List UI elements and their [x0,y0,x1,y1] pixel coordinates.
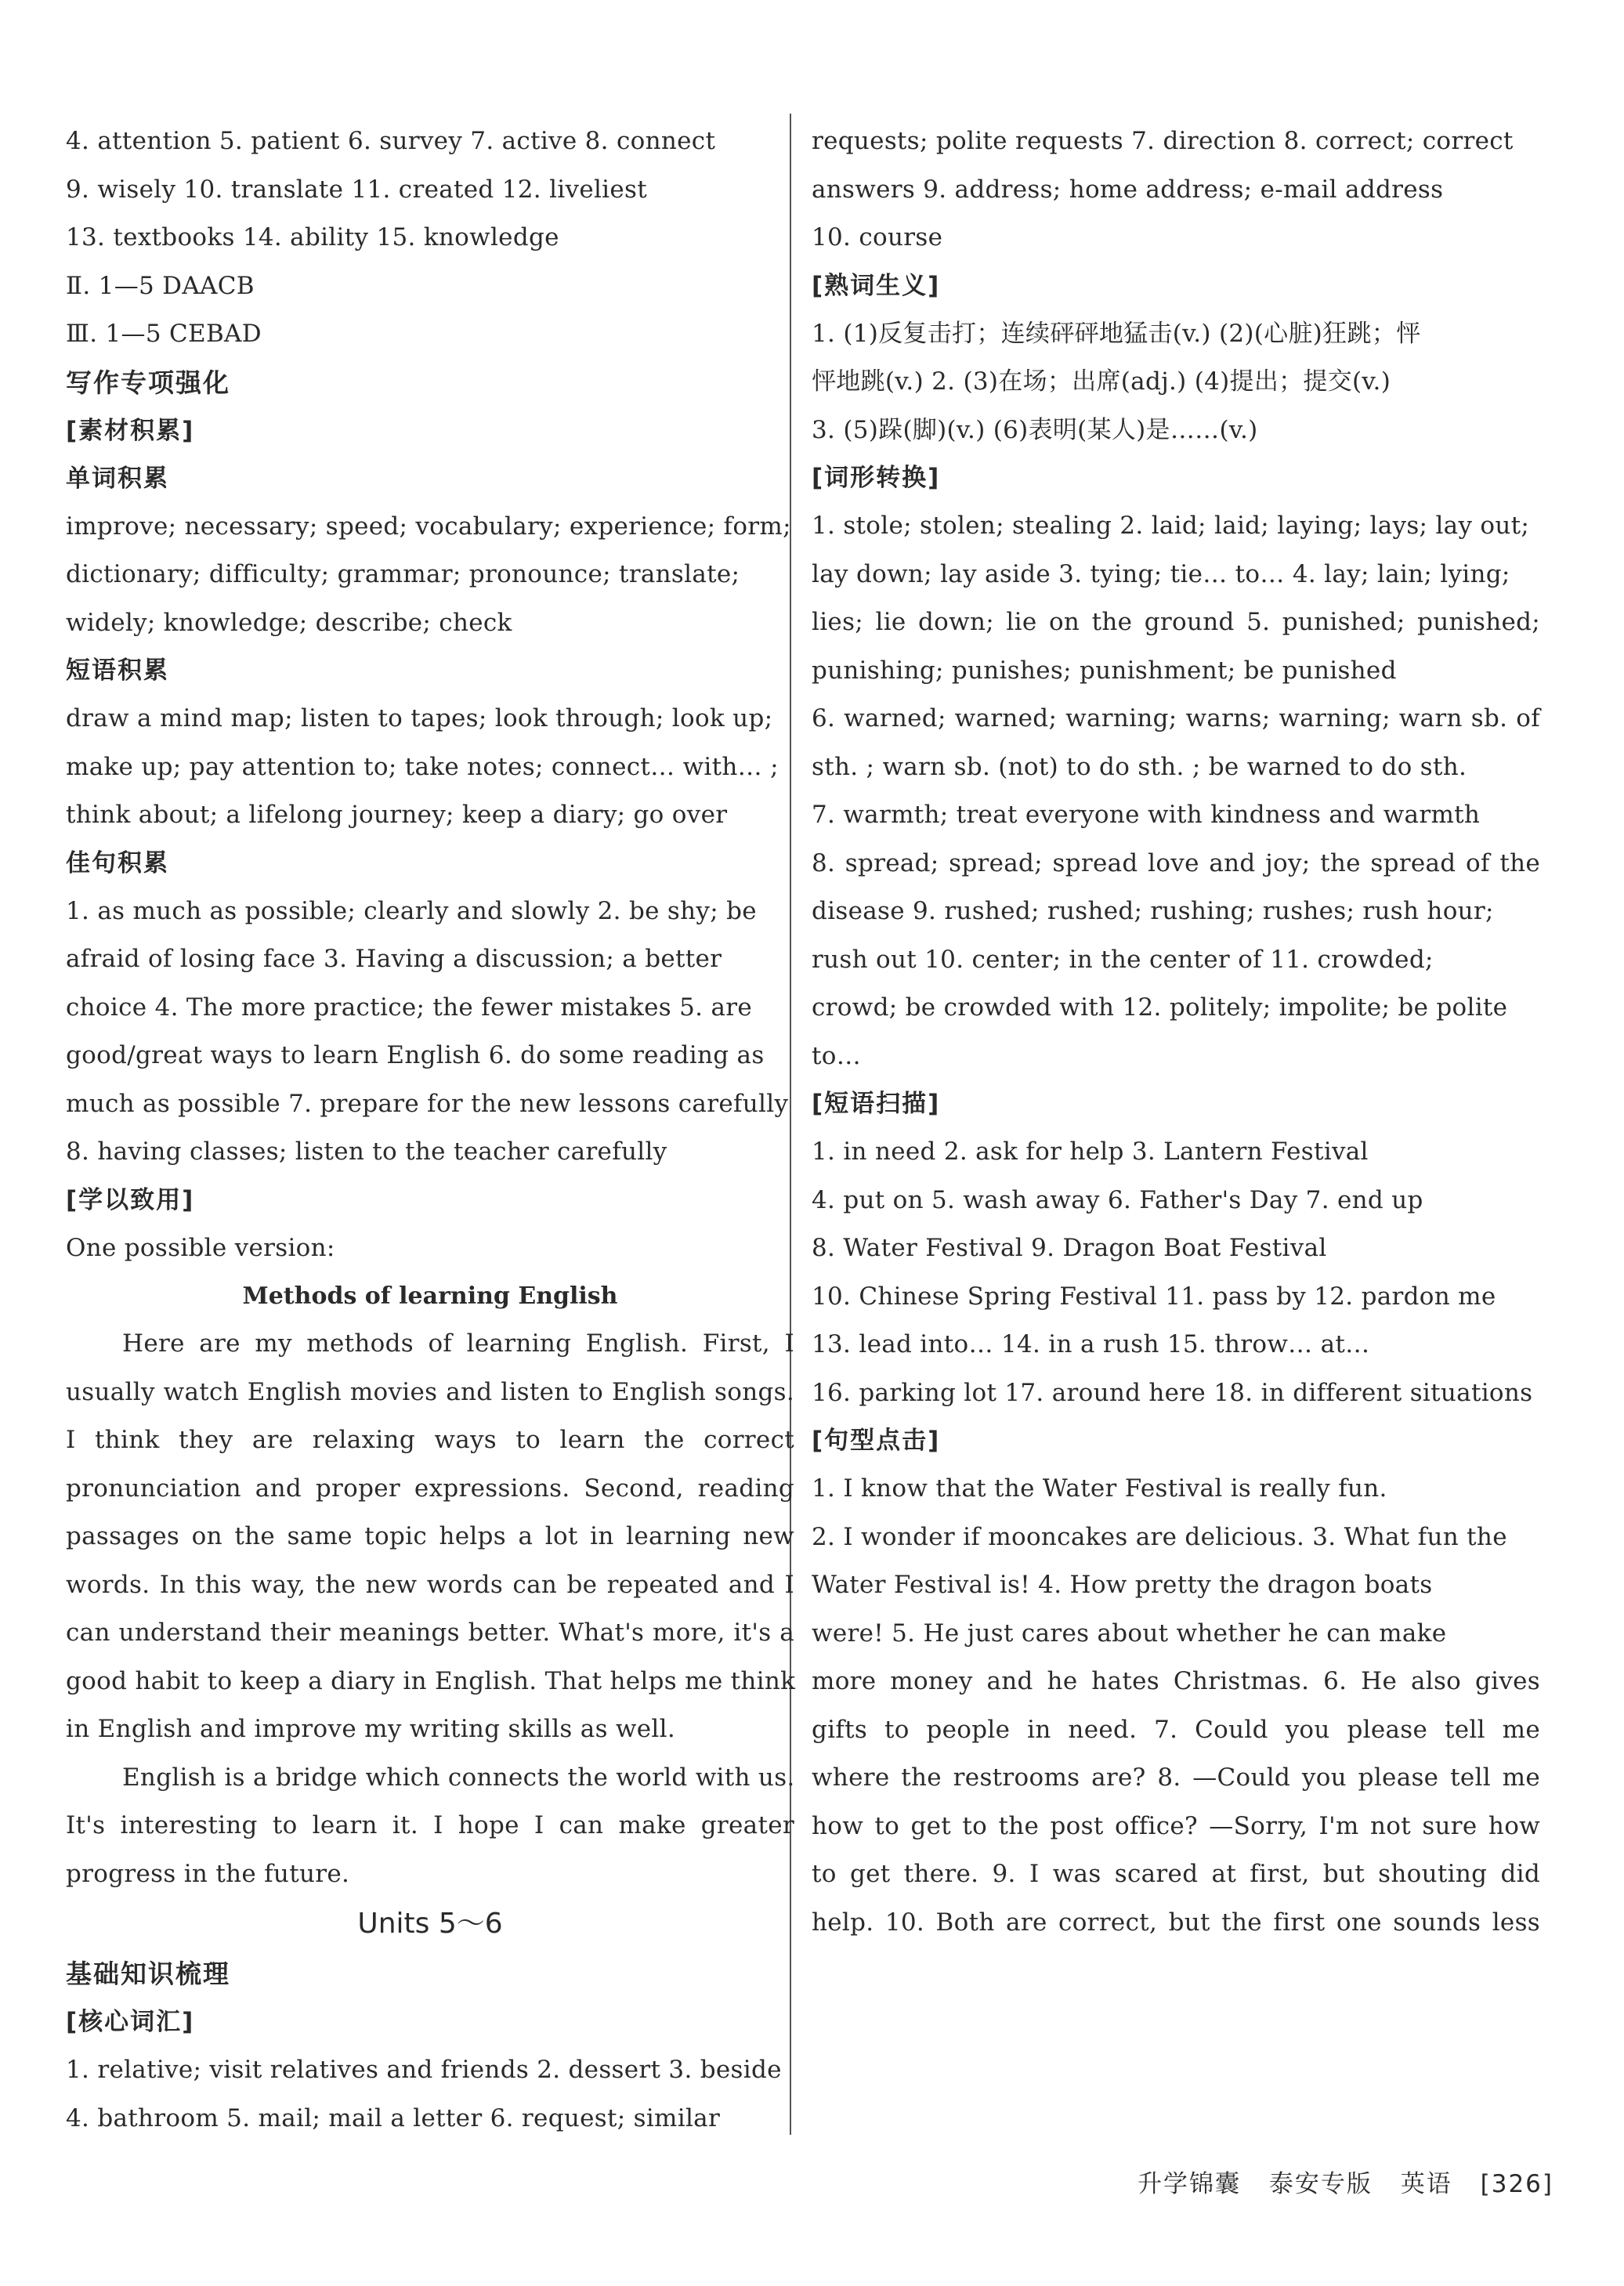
text-line: choice 4. The more practice; the fewer mistakes 5. are [66,993,753,1022]
text-line: 6. warned; warned; warning; warns; warning; warn sb. of [812,704,1540,732]
text-line: 8. Water Festival 9. Dragon Boat Festival [812,1234,1327,1262]
text-line: much as possible 7. prepare for the new lessons carefully [66,1089,789,1118]
footer-edition: 泰安专版 [1268,2170,1373,2198]
text-line: 怦地跳(v.) 2. (3)在场；出席(adj.) (4)提出；提交(v.) [812,367,1391,396]
text-line: widely; knowledge; describe; check [66,608,512,637]
text-line: were! 5. He just cares about whether he can make [812,1619,1447,1648]
footer-subject: 英语 [1400,2170,1452,2198]
subsection-heading: [词形转换] [812,464,941,492]
text-line: crowd; be crowded with 12. politely; impolite; be polite [812,993,1508,1022]
text-line: make up; pay attention to; take notes; connect… with… ; [66,752,779,781]
text-line: to get there. 9. I was scared at first, but shouting did [812,1860,1540,1888]
paragraph-start: Here are my methods of learning English. First, I [122,1329,794,1358]
subsection-heading: [短语扫描] [812,1090,941,1118]
text-line: 10. course [812,223,943,251]
text-line: can understand their meanings better. What's more, it's a [66,1619,794,1647]
text-line: more money and he hates Christmas. 6. He also gives [812,1667,1540,1695]
section-heading: 写作专项强化 [66,367,230,398]
text-line: 4. attention 5. patient 6. survey 7. active 8. connect [66,127,716,155]
footer-book-title: 升学锦囊 [1138,2170,1242,2198]
text-line: help. 10. Both are correct, but the first one sounds less [812,1908,1540,1937]
text-line: disease 9. rushed; rushed; rushing; rushes; rush hour; [812,897,1494,925]
text-line: 1. I know that the Water Festival is really fun. [812,1474,1387,1503]
text-line: It's interesting to learn it. I hope I can make greater [66,1811,794,1839]
text-line: 3. (5)跺(脚)(v.) (6)表明(某人)是……(v.) [812,415,1258,444]
text-line: words. In this way, the new words can be repeated and I [66,1570,794,1599]
text-line: where the restrooms are? 8. —Could you please tell me [812,1763,1540,1792]
essay-title: Methods of learning English [242,1282,618,1310]
text-line: Ⅲ. 1—5 CEBAD [66,320,262,348]
text-line: 1. stole; stolen; stealing 2. laid; laid; laying; lays; lay out; [812,512,1530,540]
text-line: 16. parking lot 17. around here 18. in different situations [812,1378,1533,1407]
text-line: good habit to keep a diary in English. That helps me think [66,1666,796,1695]
text-line: good/great ways to learn English 6. do some reading as [66,1041,765,1069]
text-line: 8. spread; spread; spread love and joy; the spread of the [812,848,1540,877]
text-line: 1. as much as possible; clearly and slowly 2. be shy; be [66,896,757,925]
paragraph-start: English is a bridge which connects the world with us. [122,1763,795,1792]
text-line: usually watch English movies and listen to English songs. [66,1377,794,1406]
text-line: 1. relative; visit relatives and friends 2. dessert 3. beside [66,2056,782,2084]
page-number: [326] [1480,2170,1553,2198]
category-heading: 单词积累 [66,464,169,493]
text-line: 4. put on 5. wash away 6. Father's Day 7. end up [812,1185,1423,1214]
text-line: sth. ; warn sb. (not) to do sth. ; be warned to do sth. [812,752,1467,781]
text-line: Water Festival is! 4. How pretty the dragon boats [812,1571,1433,1599]
section-heading: 基础知识梳理 [66,1959,230,1989]
category-heading: 短语积累 [66,657,169,685]
text-line: 2. I wonder if mooncakes are delicious. 3. What fun the [812,1522,1507,1551]
page-footer [1119,2164,1553,2199]
text-line: dictionary; difficulty; grammar; pronounce; translate; [66,560,740,588]
text-line: One possible version: [66,1233,335,1262]
text-line: improve; necessary; speed; vocabulary; experience; form; [66,512,791,541]
text-line: passages on the same topic helps a lot in learning new [66,1522,794,1550]
text-line: requests; polite requests 7. direction 8. correct; correct [812,127,1514,155]
text-line: 8. having classes; listen to the teacher carefully [66,1138,667,1166]
text-line: to… [812,1041,862,1070]
text-line: lies; lie down; lie on the ground 5. punished; punished; [812,608,1540,636]
text-line: 9. wisely 10. translate 11. created 12. liveliest [66,175,648,204]
subsection-heading: [核心词汇] [66,2008,195,2036]
text-line: I think they are relaxing ways to learn the correct [66,1426,794,1454]
subsection-heading: [熟词生义] [812,271,941,300]
text-line: 1. in need 2. ask for help 3. Lantern Festival [812,1138,1369,1166]
text-line: think about; a lifelong journey; keep a diary; go over [66,801,728,829]
text-line: 13. textbooks 14. ability 15. knowledge [66,223,559,251]
text-line: afraid of losing face 3. Having a discussion; a better [66,945,722,973]
text-line: punishing; punishes; punishment; be punished [812,656,1397,685]
text-line: pronunciation and proper expressions. Second, reading [66,1474,794,1503]
text-line: Ⅱ. 1—5 DAACB [66,271,255,300]
text-line: 7. warmth; treat everyone with kindness and warmth [812,801,1481,829]
text-line: 10. Chinese Spring Festival 11. pass by 12. pardon me [812,1282,1496,1311]
text-line: 13. lead into… 14. in a rush 15. throw… at… [812,1330,1370,1358]
subsection-heading: [素材积累] [66,416,195,445]
text-line: draw a mind map; listen to tapes; look through; look up; [66,704,773,732]
left-column [66,118,794,2143]
text-line: 1. (1)反复击打；连续砰砰地猛击(v.) (2)(心脏)狂跳；怦 [812,319,1421,348]
text-line: rush out 10. center; in the center of 11. crowded; [812,945,1434,974]
text-line: lay down; lay aside 3. tying; tie… to… 4. lay; lain; lying; [812,559,1510,588]
text-line: 4. bathroom 5. mail; mail a letter 6. request; similar [66,2103,721,2132]
subsection-heading: [学以致用] [66,1185,195,1214]
text-line: how to get to the post office? —Sorry, I'm not sure how [812,1811,1540,1840]
right-column [812,118,1540,1947]
text-line: answers 9. address; home address; e-mail address [812,175,1444,204]
text-line: gifts to people in need. 7. Could you please tell me [812,1715,1540,1744]
category-heading: 佳句积累 [66,848,169,877]
units-heading: Units 5～6 [357,1908,503,1940]
text-line: progress in the future. [66,1859,350,1888]
subsection-heading: [句型点击] [812,1427,941,1455]
text-line: in English and improve my writing skills as well. [66,1715,675,1743]
